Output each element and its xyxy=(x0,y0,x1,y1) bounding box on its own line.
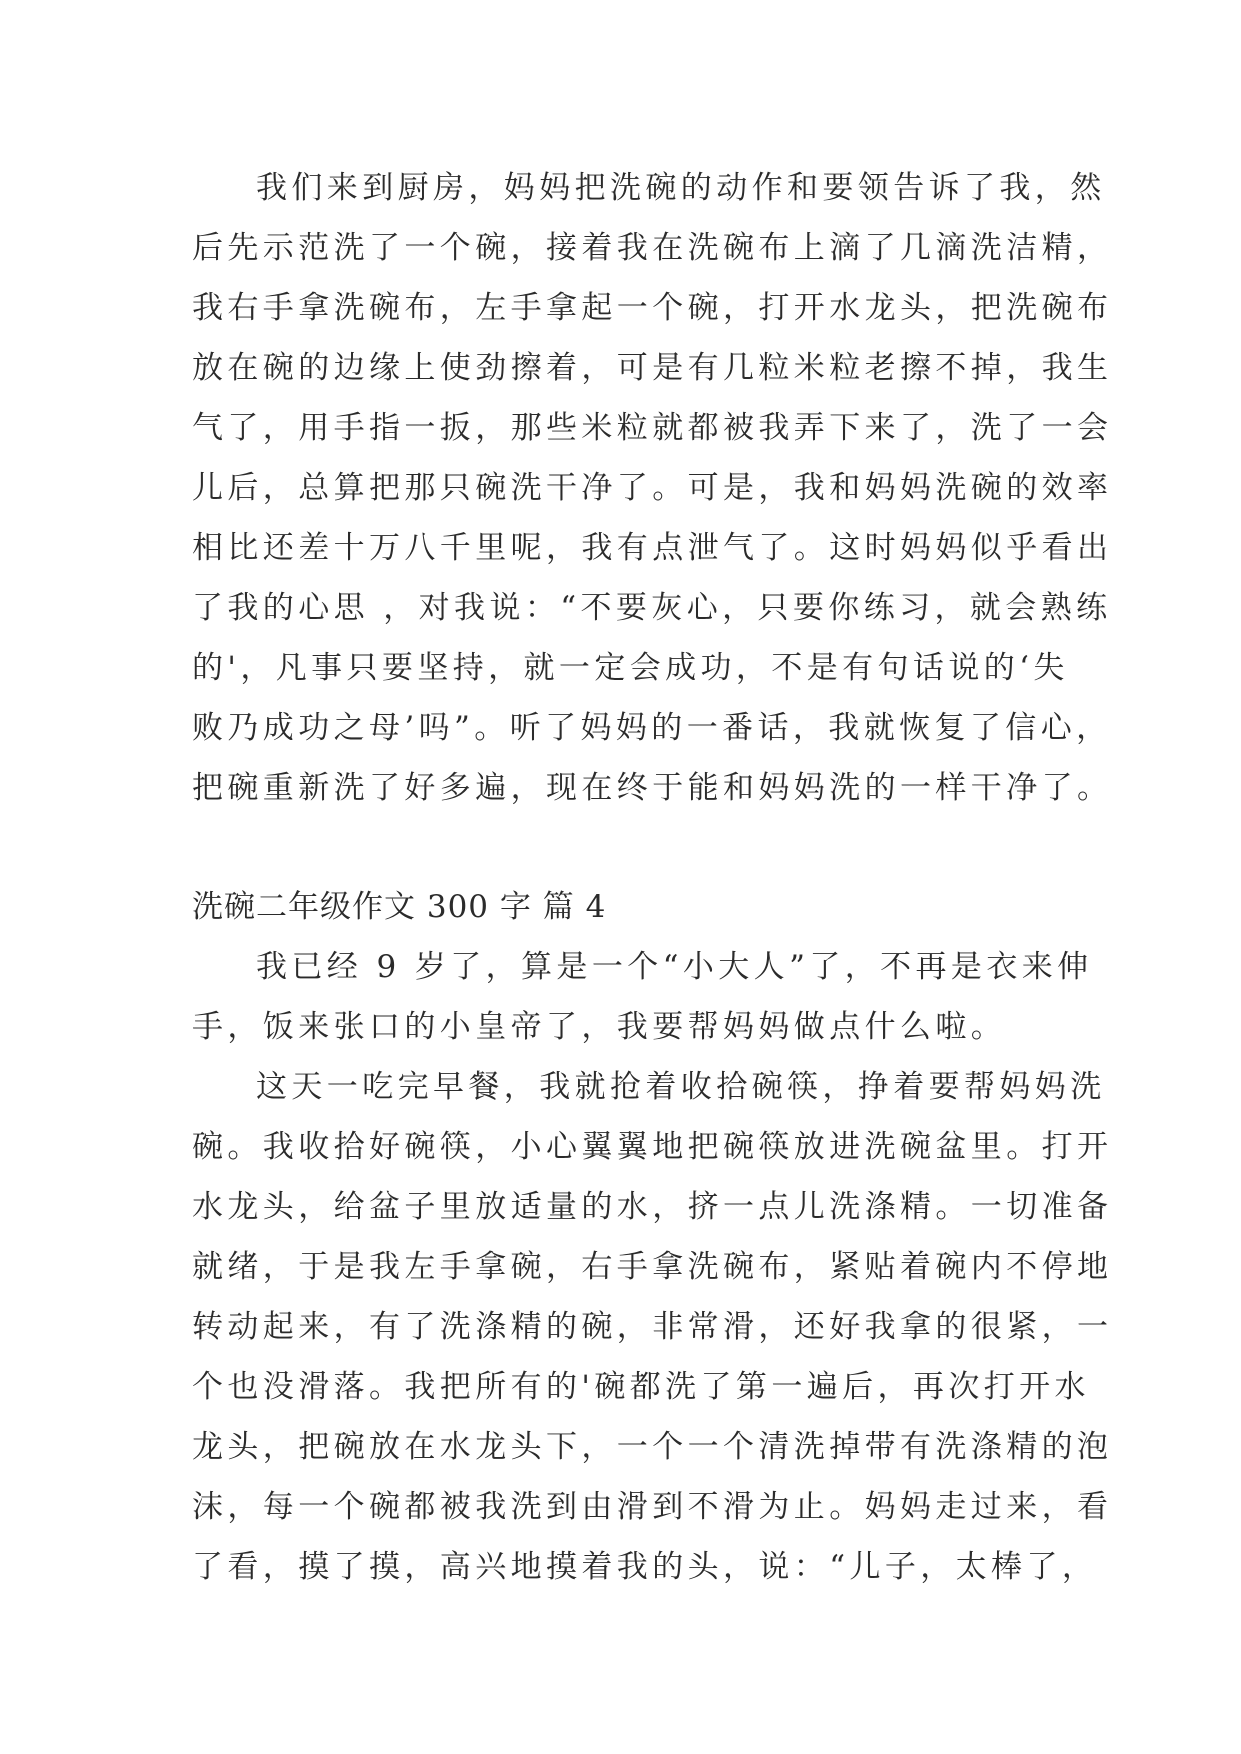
paragraph-nine-years-old xyxy=(192,937,1093,1057)
text-line: 了看，摸了摸，高兴地摸着我的头，说：“儿子，太棒了， xyxy=(192,1549,1098,1585)
text-line: 我们来到厨房，妈妈把洗碗的动作和要领告诉了我，然 xyxy=(256,170,1106,206)
text-line: 龙头，把碗放在水龙头下，一个一个清洗掉带有洗涤精的泡 xyxy=(192,1429,1113,1465)
text-line: 相比还差十万八千里呢，我有点泄气了。这时妈妈似乎看出 xyxy=(192,530,1113,566)
text-line: 手，饭来张口的小皇帝了，我要帮妈妈做点什么啦。 xyxy=(192,1009,1007,1045)
text-line: 气了，用手指一扳，那些米粒就都被我弄下来了，洗了一会 xyxy=(192,410,1113,446)
text-line: 后先示范洗了一个碗，接着我在洗碗布上滴了几滴洗洁精， xyxy=(192,230,1113,266)
text-line: 我已经 9 岁了，算是一个“小大人”了，不再是衣来伸 xyxy=(256,949,1093,985)
text-line: 转动起来，有了洗涤精的碗，非常滑，还好我拿的很紧，一 xyxy=(192,1309,1113,1345)
text-line: 我右手拿洗碗布，左手拿起一个碗，打开水龙头，把洗碗布 xyxy=(192,290,1113,326)
text-line: 放在碗的边缘上使劲擦着，可是有几粒米粒老擦不掉，我生 xyxy=(192,350,1113,386)
essay-heading: 洗碗二年级作文 300 字 篇 4 xyxy=(192,889,607,925)
paragraph-kitchen-washing xyxy=(192,158,1113,818)
text-line: 把碗重新洗了好多遍，现在终于能和妈妈洗的一样干净了。 xyxy=(192,770,1113,806)
text-line: 水龙头，给盆子里放适量的水，挤一点儿洗涤精。一切准备 xyxy=(192,1189,1113,1225)
text-line: 了我的心思 ，对我说：“不要灰心，只要你练习，就会熟练 xyxy=(192,590,1112,626)
document-body xyxy=(192,158,1113,1597)
text-line: 这天一吃完早餐，我就抢着收拾碗筷，挣着要帮妈妈洗 xyxy=(256,1069,1106,1105)
text-line: 沫，每一个碗都被我洗到由滑到不滑为止。妈妈走过来，看 xyxy=(192,1489,1113,1525)
text-line: 个也没滑落。我把所有的'碗都洗了第一遍后，再次打开水 xyxy=(192,1369,1090,1405)
text-line: 碗。我收拾好碗筷，小心翼翼地把碗筷放进洗碗盆里。打开 xyxy=(192,1129,1113,1165)
text-line: 的'，凡事只要坚持，就一定会成功，不是有句话说的‘失 xyxy=(192,650,1069,686)
text-line: 败乃成功之母’吗”。听了妈妈的一番话，我就恢复了信心， xyxy=(192,710,1112,746)
paragraph-washing-bowls xyxy=(192,1057,1113,1597)
text-line: 就绪，于是我左手拿碗，右手拿洗碗布，紧贴着碗内不停地 xyxy=(192,1249,1113,1285)
text-line: 儿后，总算把那只碗洗干净了。可是，我和妈妈洗碗的效率 xyxy=(192,470,1113,506)
